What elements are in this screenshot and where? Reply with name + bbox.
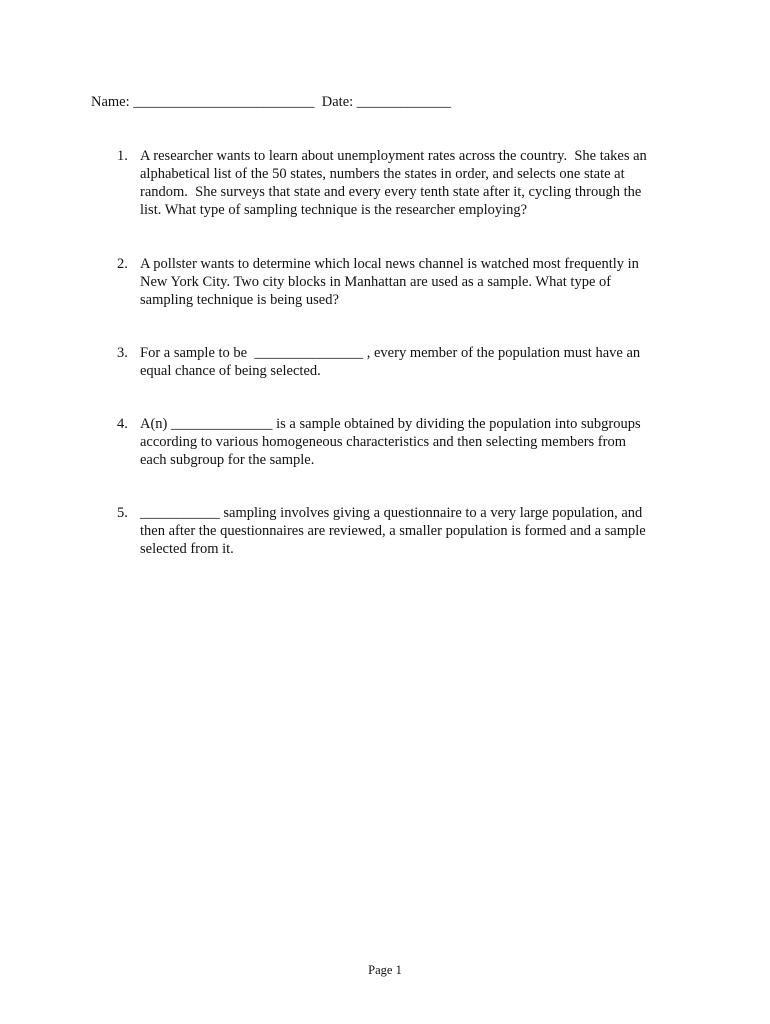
question-line: list. What type of sampling technique is the researcher employing?: [140, 202, 528, 218]
question-text: [140, 147, 670, 219]
question-line: equal chance of being selected.: [140, 363, 321, 379]
name-date-line: Name: _________________________ Date: _____________: [91, 94, 452, 110]
question-number: 3.: [117, 345, 128, 361]
question-line: alphabetical list of the 50 states, numbers the states in order, and selects one state at: [140, 166, 625, 182]
question-number: 2.: [117, 256, 128, 272]
question-number: 1.: [117, 148, 128, 164]
question-number: 5.: [117, 505, 128, 521]
question-line: then after the questionnaires are reviewed, a smaller population is formed and a sample: [140, 523, 646, 539]
question-line: sampling technique is being used?: [140, 292, 339, 308]
question-line: A(n) ______________ is a sample obtained by dividing the population into subgroups: [140, 416, 641, 432]
question-line: random. She surveys that state and every every tenth state after it, cycling through the: [140, 184, 642, 200]
question-text: [140, 255, 670, 309]
question-line: A researcher wants to learn about unemployment rates across the country. She takes an: [140, 148, 647, 164]
question-line: according to various homogeneous characteristics and then selecting members from: [140, 434, 626, 450]
page-number: Page 1: [368, 963, 402, 977]
question-text: [140, 415, 670, 469]
question-line: A pollster wants to determine which local news channel is watched most frequently in: [140, 256, 639, 272]
question-line: selected from it.: [140, 541, 234, 557]
question-line: For a sample to be _______________ , every member of the population must have an: [140, 345, 641, 361]
question-line: New York City. Two city blocks in Manhattan are used as a sample. What type of: [140, 274, 612, 290]
question-line: ___________ sampling involves giving a questionnaire to a very large population, and: [140, 505, 643, 521]
question-number: 4.: [117, 416, 128, 432]
question-text: [140, 344, 670, 380]
question-text: [140, 504, 670, 558]
question-line: each subgroup for the sample.: [140, 452, 315, 468]
